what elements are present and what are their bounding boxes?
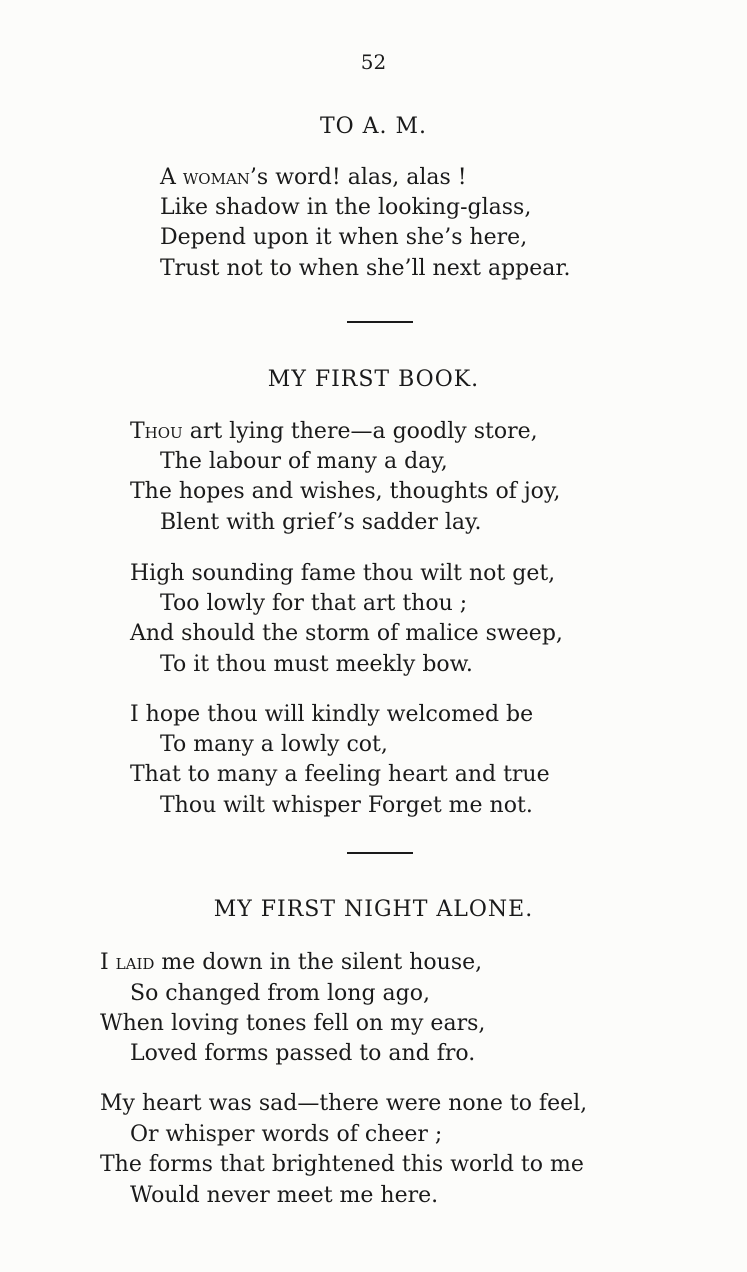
poem-line: Or whisper words of cheer ; (130, 1122, 443, 1147)
line-text: ’s word! alas, alas ! (249, 165, 467, 190)
poem-line: Depend upon it when she’s here, (160, 225, 528, 250)
section-divider (347, 852, 413, 854)
poem-line: When loving tones fell on my ears, (100, 1011, 486, 1036)
page-number: 52 (360, 50, 387, 74)
poem-line: The forms that brightened this world to me (100, 1152, 584, 1177)
poem-title: MY FIRST NIGHT ALONE. (213, 897, 534, 922)
poem-line: My heart was sad—there were none to feel, (100, 1091, 588, 1116)
poem-line: I hope thou will kindly welcomed be (130, 702, 534, 727)
poem-line: Loved forms passed to and fro. (130, 1041, 476, 1066)
poem-line: Trust not to when she’ll next appear. (160, 256, 571, 281)
poem-line: So changed from long ago, (130, 981, 430, 1006)
poem-line: Like shadow in the looking-glass, (160, 195, 532, 220)
section-divider (347, 321, 413, 323)
poem-line (160, 163, 467, 193)
poem-line: High sounding fame thou wilt not get, (130, 561, 556, 586)
line-text: me down in the silent house, (154, 950, 483, 975)
small-caps-lead: I laid (100, 950, 155, 975)
poem-line: And should the storm of malice sweep, (130, 621, 563, 646)
line-text: art lying there—a goodly store, (182, 419, 538, 444)
poem-line: Blent with grief’s sadder lay. (160, 510, 482, 535)
poem-line: The hopes and wishes, thoughts of joy, (130, 479, 561, 504)
poem-line (130, 417, 538, 447)
poem-line: That to many a feeling heart and true (130, 762, 550, 787)
poem-line: To it thou must meekly bow. (160, 652, 473, 677)
poem-line: To many a lowly cot, (160, 732, 388, 757)
poem-line: Would never meet me here. (130, 1183, 439, 1208)
poem-line: Too lowly for that art thou ; (160, 591, 468, 616)
poem-line: Thou wilt whisper Forget me not. (160, 793, 533, 818)
poem-line (100, 948, 482, 978)
poem-line: The labour of many a day, (160, 449, 448, 474)
poem-title: TO A. M. (319, 114, 428, 139)
poem-title: MY FIRST BOOK. (267, 367, 480, 392)
small-caps-lead: Thou (130, 419, 183, 444)
small-caps-lead: A woman (160, 165, 250, 190)
